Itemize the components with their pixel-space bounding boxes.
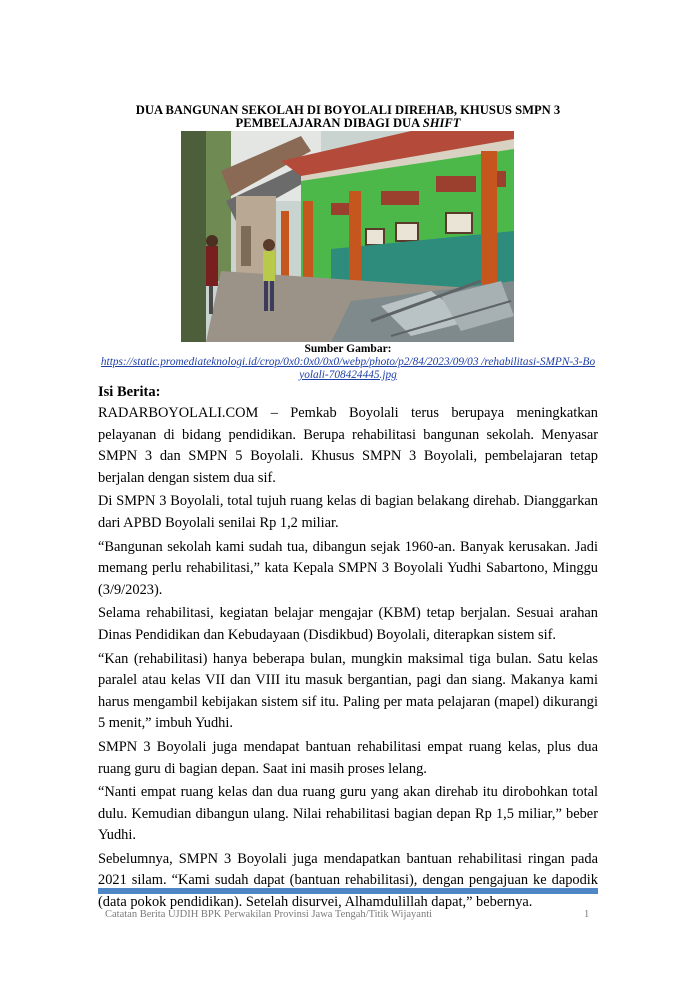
paragraph-5: “Kan (rehabilitasi) hanya beberapa bulan, mungkin maksimal tiga bulan. Satu kelas paralel atau kelas VII dan VIII itu masuk bergantian, pagi dan siang. Makanya kami harus mengambil kebijakan sistem sif itu. Paling per mata pelajaran (mapel) dikurangi 5 menit,” imbuh Yudhi. bbox=[98, 650, 598, 732]
paragraph-1: RADARBOYOLALI.COM – Pemkab Boyolali terus berupaya meningkatkan pelayanan di bidang pendidikan. Berupa rehabilitasi bangunan sekolah. Menyasar SMPN 3 dan SMPN 5 Boyolali. Khusus SMPN 3 Boyolali, pembelajaran tetap berjalan dengan sistem dua sif. bbox=[98, 405, 598, 486]
section-heading: Isi Berita: bbox=[98, 384, 161, 400]
paragraph-6: SMPN 3 Boyolali juga mendapat bantuan rehabilitasi empat ruang kelas, plus dua ruang guru di bagian depan. Saat ini masih proses lelang. bbox=[98, 738, 598, 777]
title-line-2 bbox=[60, 117, 636, 130]
article-body bbox=[98, 403, 598, 916]
paragraph-3: “Bangunan sekolah kami sudah tua, dibangun sejak 1960-an. Banyak kerusakan. Jadi memang perlu rehabilitasi,” kata Kepala SMPN 3 Boyolali Yudhi Sabartono, Minggu (3/9/2023). bbox=[98, 538, 598, 598]
title-shift-word: SHIFT bbox=[422, 116, 461, 130]
paragraph-4: Selama rehabilitasi, kegiatan belajar mengajar (KBM) tetap berjalan. Sesuai arahan Dinas Pendidikan dan Kebudayaan (Disdikbud) Boyolali, diterapkan sistem sif. bbox=[98, 605, 598, 643]
footer-text: Catatan Berita UJDIH BPK Perwakilan Provinsi Jawa Tengah/Titik Wijayanti bbox=[105, 909, 433, 920]
article-photo bbox=[181, 131, 514, 342]
paragraph-8: Sebelumnya, SMPN 3 Boyolali juga mendapatkan bantuan rehabilitasi ringan pada 2021 silam. “Kami sudah dapat (bantuan rehabilitasi), dengan pengajuan ke dapodik (data pokok pendidikan). Setelah disurvei, Alhamdulillah dapat,” bebernya. bbox=[98, 850, 598, 911]
title-line-1: DUA BANGUNAN SEKOLAH DI BOYOLALI DIREHAB, KHUSUS SMPN 3 bbox=[135, 103, 561, 117]
paragraph-7: “Nanti empat ruang kelas dan dua ruang guru yang akan direhab itu dirobohkan total dulu. Kemudian dibangun ulang. Nilai rehabilitasi bagian depan Rp 1,5 miliar,” beber Yudhi. bbox=[98, 784, 598, 844]
paragraph-2: Di SMPN 3 Boyolali, total tujuh ruang kelas di bagian belakang direhab. Dianggarkan dari APBD Boyolali senilai Rp 1,2 miliar. bbox=[98, 493, 598, 531]
document-title bbox=[60, 104, 636, 130]
image-source-link[interactable]: https://static.promediateknologi.id/crop/0x0:0x0/0x0/webp/photo/p2/84/2023/09/03 /rehabilitasi-SMPN-3-Boyolali-708424445.jpg bbox=[100, 356, 596, 381]
school-renovation-photo-icon bbox=[181, 131, 514, 342]
image-caption-label: Sumber Gambar: bbox=[304, 343, 392, 355]
page-number: 1 bbox=[584, 909, 590, 920]
footer-divider bbox=[98, 888, 598, 894]
title-line-2-text: PEMBELAJARAN DIBAGI DUA bbox=[235, 116, 423, 130]
